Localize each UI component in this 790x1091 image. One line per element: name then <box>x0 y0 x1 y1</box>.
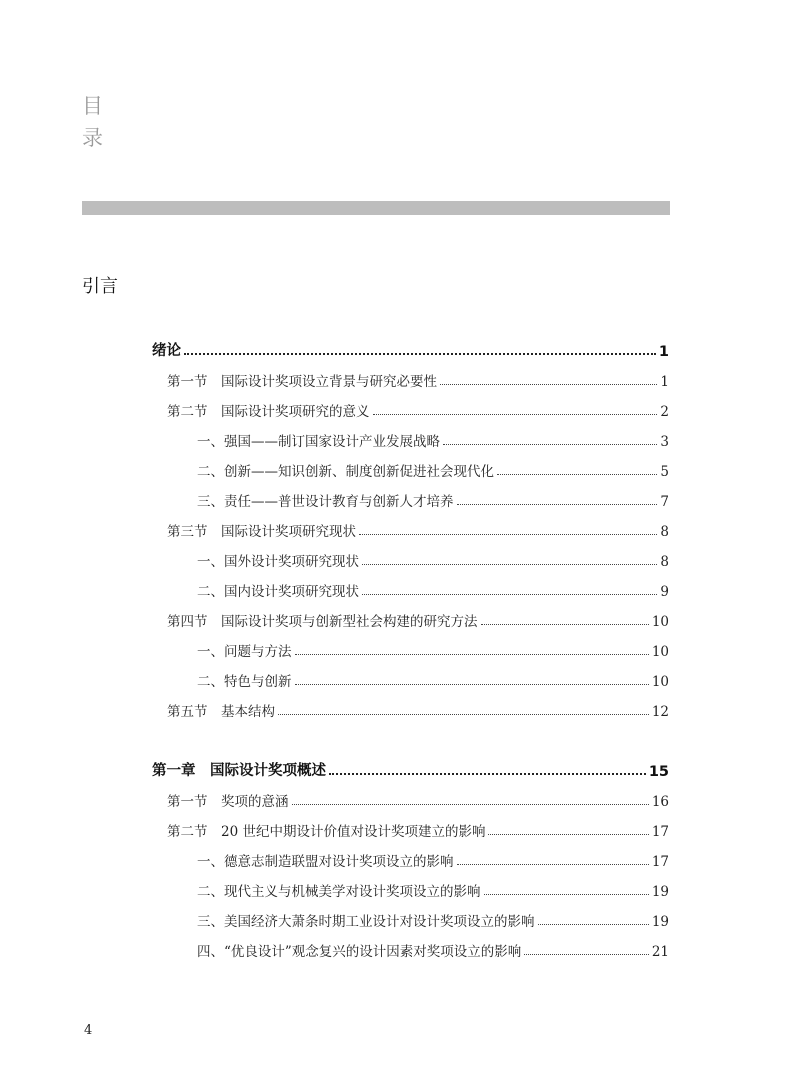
dot-leader <box>329 772 646 775</box>
dot-leader <box>362 593 657 595</box>
toc-entry-page: 17 <box>651 854 669 870</box>
toc-entry-title: 第四节 国际设计奖项与创新型社会构建的研究方法 <box>167 614 478 630</box>
dot-leader <box>443 443 657 445</box>
toc-entry-page: 1 <box>660 374 669 390</box>
toc-entry-section[interactable] <box>167 816 669 840</box>
toc-entry-subsection[interactable] <box>197 876 669 900</box>
toc-entry-page: 10 <box>651 674 669 690</box>
toc-entry-title: 二、国内设计奖项研究现状 <box>197 584 359 600</box>
toc-entry-page: 21 <box>651 944 669 960</box>
dot-leader <box>497 473 657 475</box>
dot-leader <box>359 533 657 535</box>
dot-leader <box>362 563 657 565</box>
toc-heading <box>82 90 112 154</box>
toc-entry-subsection[interactable] <box>197 456 669 480</box>
toc-entry-page: 8 <box>660 554 669 570</box>
toc-entry-title: 三、责任——普世设计教育与创新人才培养 <box>197 494 454 510</box>
dot-leader <box>440 383 657 385</box>
toc-entry-section[interactable] <box>167 366 669 390</box>
toc-entry-subsection[interactable] <box>197 906 669 930</box>
toc-entry-title: 第一章 国际设计奖项概述 <box>152 763 326 779</box>
toc-entry-section[interactable] <box>167 606 669 630</box>
toc-entry-chapter[interactable] <box>152 756 669 780</box>
dot-leader <box>295 683 649 685</box>
dot-leader <box>484 893 649 895</box>
toc-entry-section[interactable] <box>167 396 669 420</box>
dot-leader <box>295 653 649 655</box>
toc-entry-title: 第五节 基本结构 <box>167 704 275 720</box>
dot-leader <box>538 923 649 925</box>
toc-entry-subsection[interactable] <box>197 666 669 690</box>
toc-entry-page: 9 <box>660 584 669 600</box>
dot-leader <box>524 953 649 955</box>
toc-entry-page: 3 <box>660 434 669 450</box>
toc-entry-section[interactable] <box>167 786 669 810</box>
toc-heading-char: 录 <box>82 126 103 150</box>
dot-leader <box>481 623 649 625</box>
toc-entry-subsection[interactable] <box>197 426 669 450</box>
toc-entry-page: 2 <box>660 404 669 420</box>
page-number: 4 <box>84 1023 93 1038</box>
toc-entry-title: 第二节 20 世纪中期设计价值对设计奖项建立的影响 <box>167 824 486 840</box>
dot-leader <box>292 803 649 805</box>
toc-entry-title: 绪论 <box>152 343 181 359</box>
toc-entry-title: 一、强国——制订国家设计产业发展战略 <box>197 434 440 450</box>
dot-leader <box>278 713 649 715</box>
divider-bar <box>82 201 670 215</box>
toc-entry-page: 12 <box>651 704 669 720</box>
dot-leader <box>457 863 649 865</box>
toc-entry-title: 第一节 奖项的意涵 <box>167 794 289 810</box>
toc-entry-subsection[interactable] <box>197 576 669 600</box>
toc-entry-page: 16 <box>651 794 669 810</box>
toc-entry-page: 17 <box>651 824 669 840</box>
toc-entry-subsection[interactable] <box>197 546 669 570</box>
toc-entry-title: 一、国外设计奖项研究现状 <box>197 554 359 570</box>
toc-entry-title: 一、问题与方法 <box>197 644 292 660</box>
toc-entry-subsection[interactable] <box>197 936 669 960</box>
dot-leader <box>457 503 658 505</box>
toc-entry-subsection[interactable] <box>197 486 669 510</box>
toc-entry-section[interactable] <box>167 696 669 720</box>
dot-leader <box>184 352 656 355</box>
toc-entry-page: 19 <box>651 914 669 930</box>
toc-entry-page: 19 <box>651 884 669 900</box>
toc-entry-title: 二、创新——知识创新、制度创新促进社会现代化 <box>197 464 494 480</box>
toc-entry-page: 10 <box>651 644 669 660</box>
toc-entry-page: 10 <box>651 614 669 630</box>
dot-leader <box>488 833 648 835</box>
toc-entry-page: 8 <box>660 524 669 540</box>
toc-entry-page: 5 <box>660 464 669 480</box>
toc-entry-page: 7 <box>660 494 669 510</box>
preface-heading: 引言 <box>82 276 118 297</box>
toc-entry-title: 第一节 国际设计奖项设立背景与研究必要性 <box>167 374 437 390</box>
toc-entry-title: 第二节 国际设计奖项研究的意义 <box>167 404 370 420</box>
toc-entry-title: 二、现代主义与机械美学对设计奖项设立的影响 <box>197 884 481 900</box>
toc-entry-chapter[interactable] <box>152 336 669 360</box>
toc-entry-title: 四、“优良设计”观念复兴的设计因素对奖项设立的影响 <box>197 944 522 960</box>
toc-entry-subsection[interactable] <box>197 636 669 660</box>
toc-entry-subsection[interactable] <box>197 846 669 870</box>
toc-entry-title: 第三节 国际设计奖项研究现状 <box>167 524 356 540</box>
toc-entry-title: 三、美国经济大萧条时期工业设计对设计奖项设立的影响 <box>197 914 535 930</box>
toc-entry-section[interactable] <box>167 516 669 540</box>
toc-heading-char: 目 <box>82 94 103 118</box>
toc-entry-title: 一、德意志制造联盟对设计奖项设立的影响 <box>197 854 454 870</box>
toc-entry-page: 1 <box>658 344 669 360</box>
toc-entry-title: 二、特色与创新 <box>197 674 292 690</box>
dot-leader <box>373 413 658 415</box>
toc-entry-page: 15 <box>648 764 669 780</box>
